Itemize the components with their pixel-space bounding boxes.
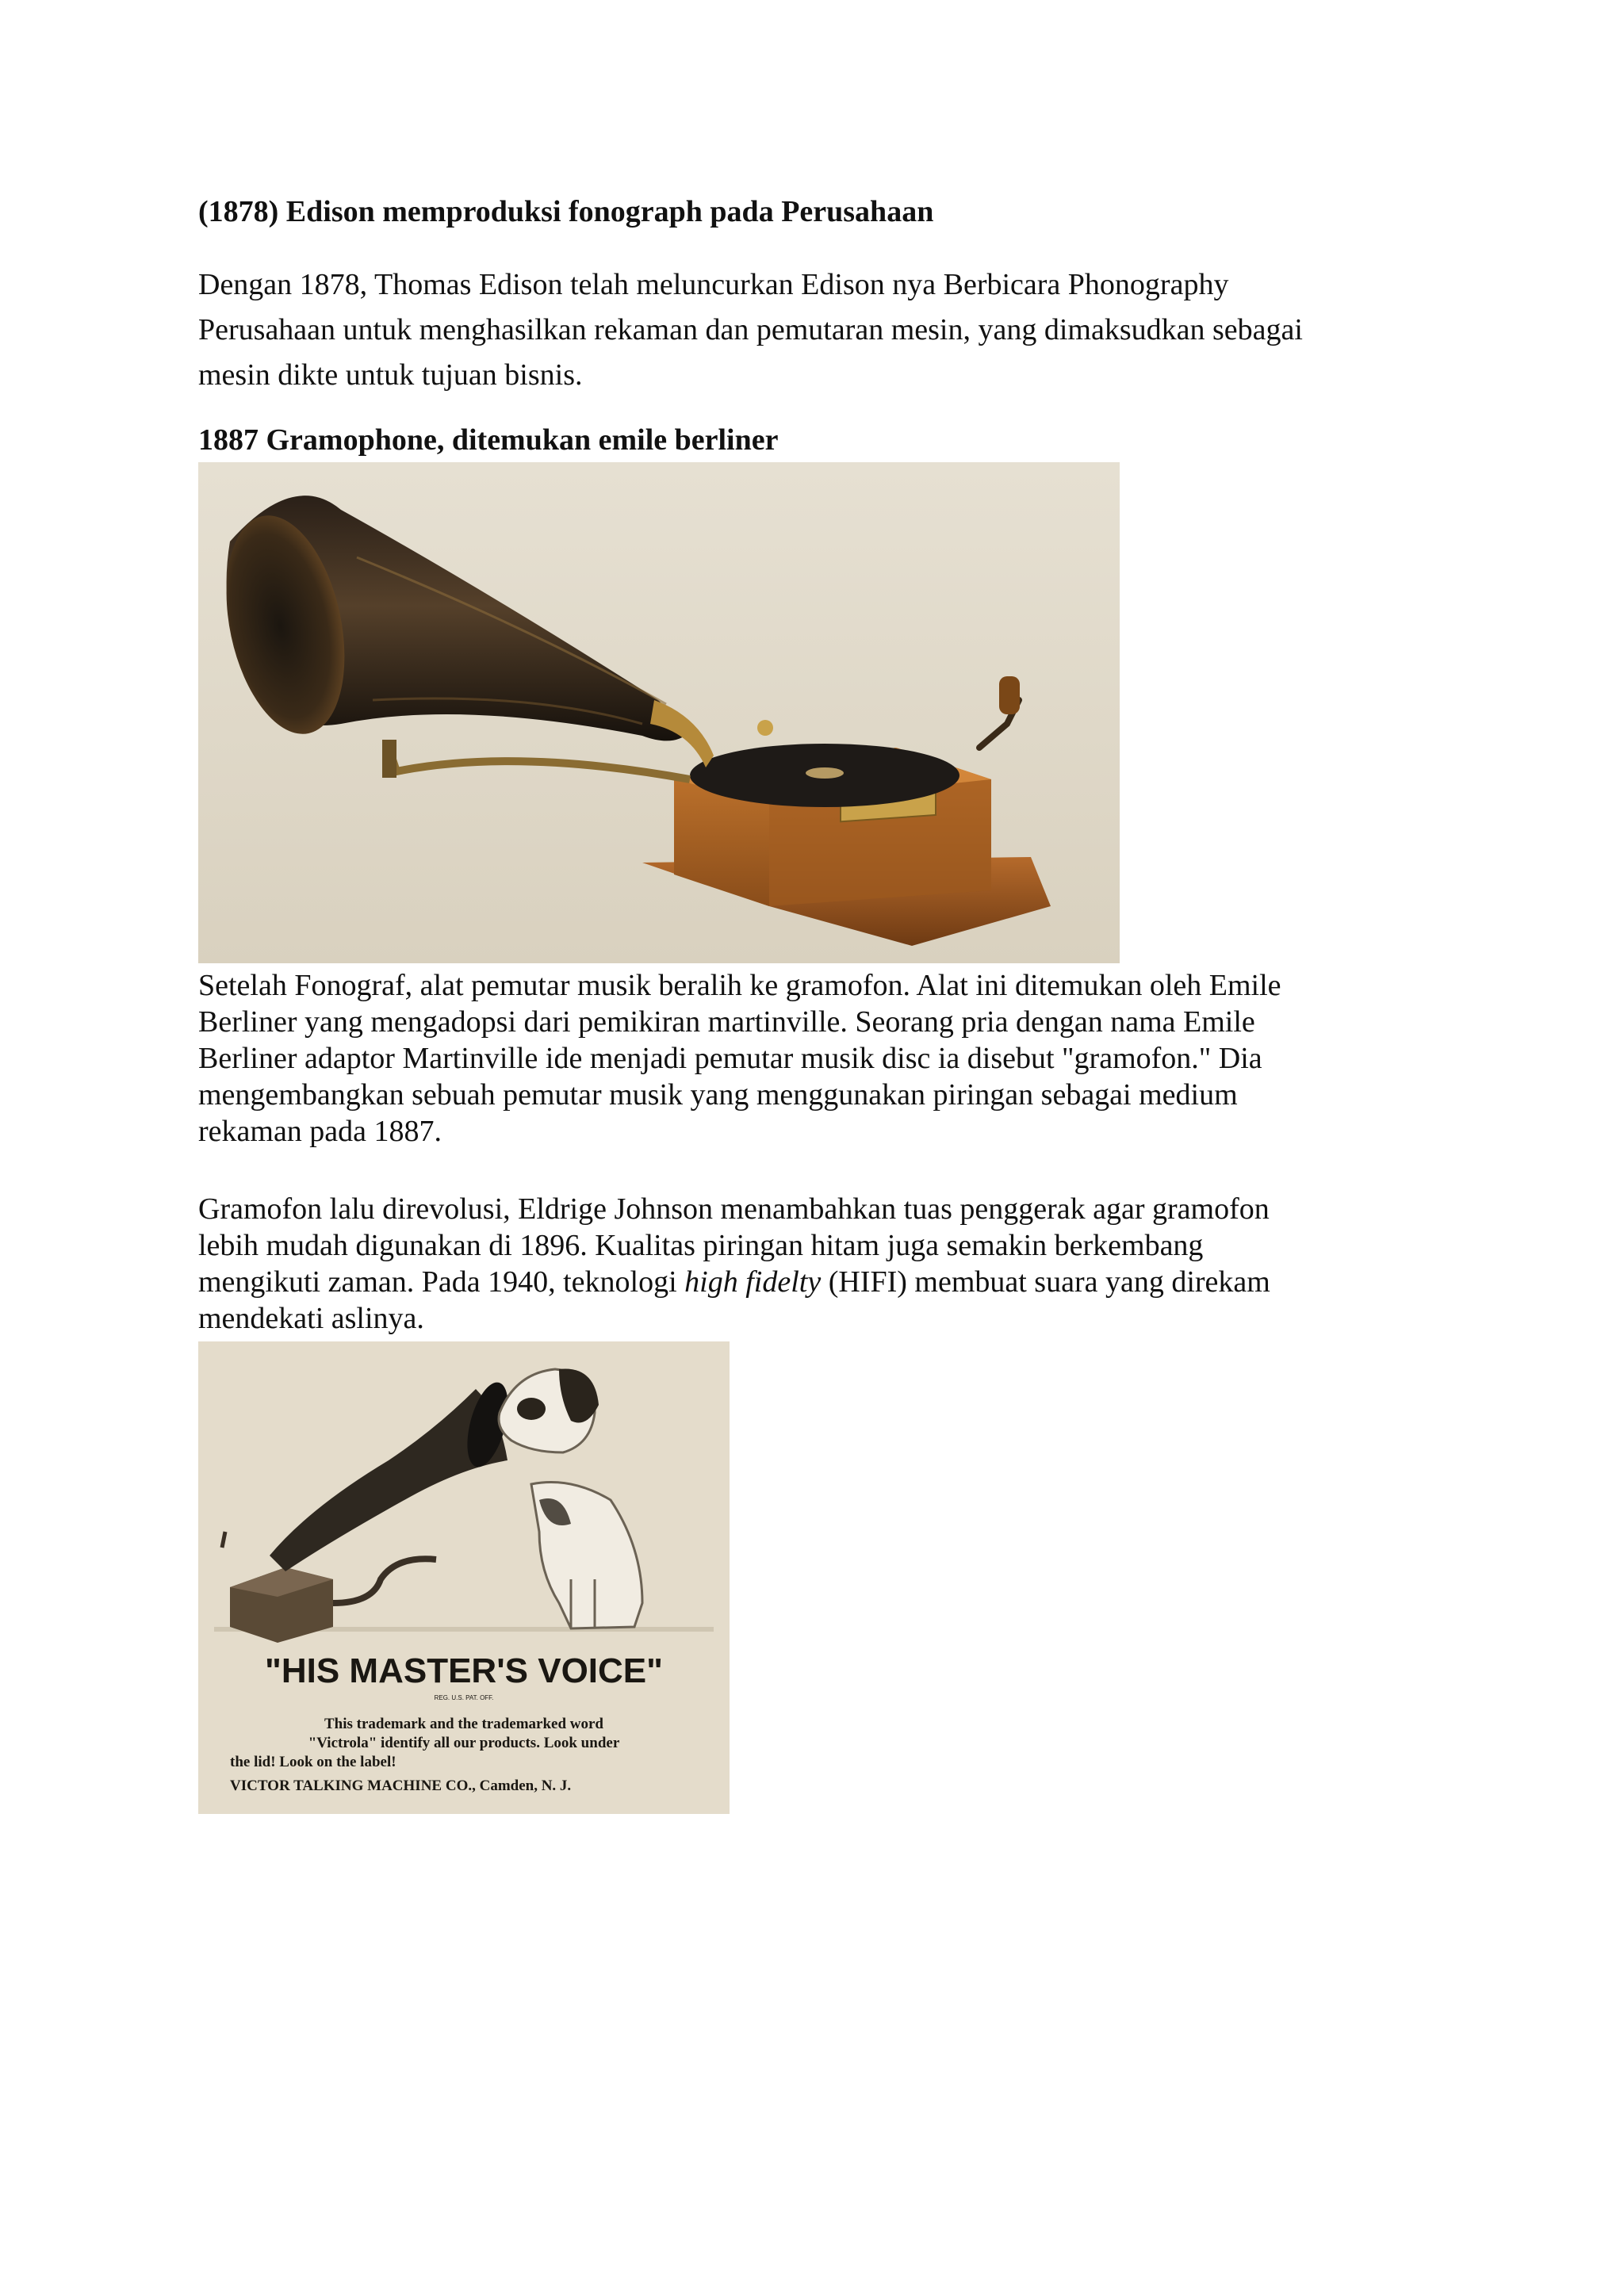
paragraph-line	[198, 1264, 1270, 1300]
ad-company: VICTOR TALKING MACHINE CO., Camden, N. J.	[230, 1777, 572, 1794]
section1-paragraph	[198, 262, 1303, 398]
ad-reg-mark: REG. U.S. PAT. OFF.	[434, 1694, 494, 1701]
section2-paragraph2	[198, 1191, 1270, 1337]
paragraph-line: mengembangkan sebuah pemutar musik yang menggunakan piringan sebagai medium	[198, 1078, 1238, 1112]
paragraph-line: lebih mudah digunakan di 1896. Kualitas piringan hitam juga semakin berkembang	[198, 1229, 1204, 1262]
paragraph-line: Setelah Fonograf, alat pemutar musik beralih ke gramofon. Alat ini ditemukan oleh Emile	[198, 969, 1281, 1002]
ad-line-2: "Victrola" identify all our products. Look under	[308, 1735, 620, 1751]
ad-title: "HIS MASTER'S VOICE"	[264, 1651, 664, 1690]
gramophone-photo	[198, 462, 1120, 963]
text-run: mengikuti zaman. Pada 1940, teknologi	[198, 1265, 685, 1299]
paragraph-line: mesin dikte untuk tujuan bisnis.	[198, 358, 583, 392]
paragraph-line: Berliner yang mengadopsi dari pemikiran martinville. Seorang pria dengan nama Emile	[198, 1005, 1255, 1039]
paragraph-line: rekaman pada 1887.	[198, 1115, 442, 1148]
his-masters-voice-ad	[198, 1341, 730, 1814]
paragraph-line: mendekati aslinya.	[198, 1302, 424, 1335]
crank-handle	[999, 676, 1020, 714]
ad-line-3: the lid! Look on the label!	[230, 1754, 396, 1770]
ad-line-1: This trademark and the trademarked word	[324, 1716, 604, 1732]
paragraph-line: Gramofon lalu direvolusi, Eldrige Johnson menambahkan tuas penggerak agar gramofon	[198, 1192, 1270, 1226]
section1-heading: (1878) Edison memproduksi fonograph pada Perusahaan	[198, 195, 934, 228]
paragraph-line: Dengan 1878, Thomas Edison telah meluncurkan Edison nya Berbicara Phonography	[198, 268, 1229, 301]
paragraph-line: Berliner adaptor Martinville ide menjadi pemutar musik disc ia disebut "gramofon." Dia	[198, 1042, 1262, 1075]
paragraph-line: Perusahaan untuk menghasilkan rekaman dan pemutaran mesin, yang dimaksudkan sebagai	[198, 313, 1303, 346]
text-run: (HIFI) membuat suara yang direkam	[821, 1265, 1270, 1299]
section2-paragraph1	[198, 967, 1281, 1150]
section2-heading: 1887 Gramophone, ditemukan emile berliner	[198, 423, 779, 457]
italic-term: high fidelty	[684, 1265, 822, 1299]
